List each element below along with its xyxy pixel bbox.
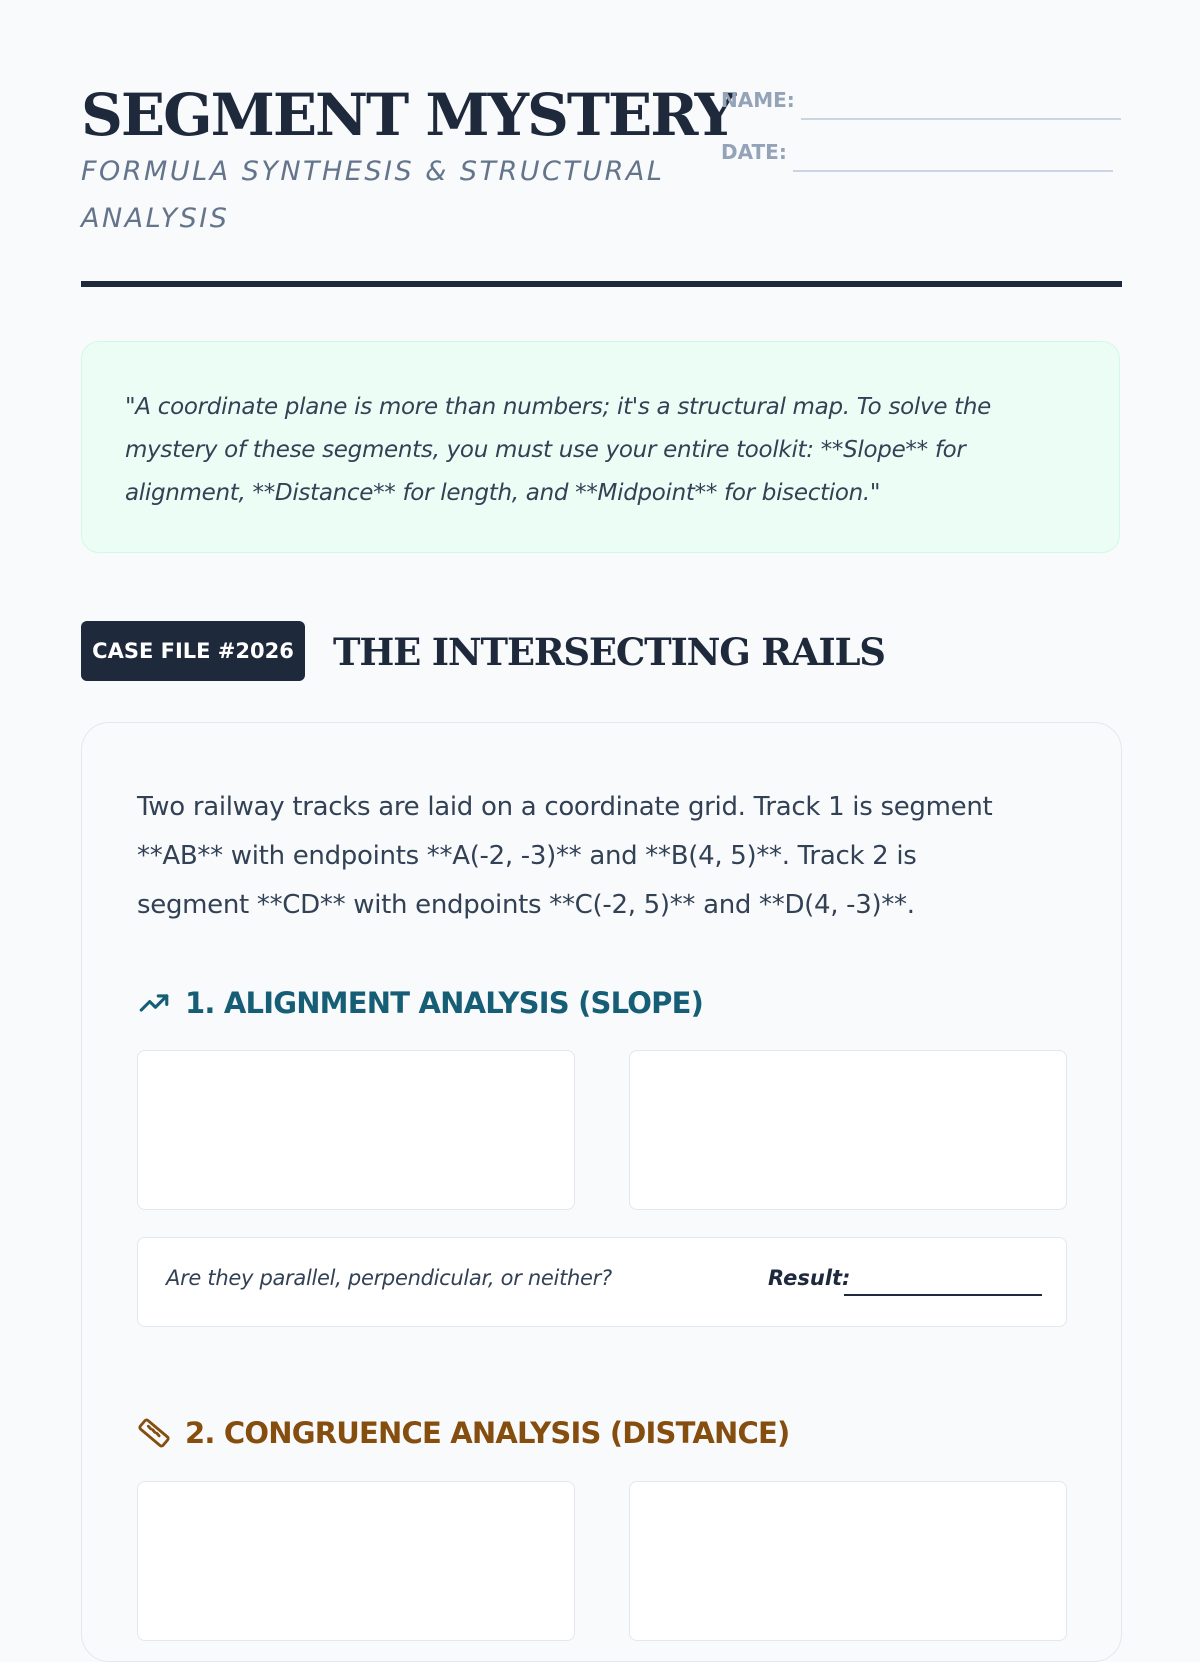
- page-title: SEGMENT MYSTERY: [81, 81, 735, 149]
- slope-question-row: [137, 1237, 1067, 1327]
- trending-up-icon: [137, 986, 171, 1020]
- slope-ab-work-box[interactable]: [137, 1050, 575, 1210]
- slope-section-label: 1. ALIGNMENT ANALYSIS (SLOPE): [185, 986, 704, 1020]
- date-line[interactable]: [793, 170, 1113, 172]
- slope-section-heading: [137, 983, 703, 1023]
- slope-cd-work-box[interactable]: [629, 1050, 1067, 1210]
- case-file-badge: CASE FILE #2026: [81, 621, 305, 681]
- distance-section-heading: [137, 1413, 789, 1453]
- slope-question: Are they parallel, perpendicular, or neither?: [166, 1266, 612, 1290]
- ruler-icon: [137, 1416, 171, 1450]
- date-field[interactable]: [721, 140, 787, 164]
- case-intro: Two railway tracks are laid on a coordinate grid. Track 1 is segment **AB** with endpoints **A(-2, -3)** and **B(4, 5)**. Track 2 is segment **CD** with endpoints **C(-2, 5)** and **D(4, -3)**.: [137, 792, 993, 920]
- case-card: [81, 722, 1122, 1662]
- result-answer-line[interactable]: [844, 1294, 1042, 1296]
- name-label: NAME:: [721, 88, 795, 112]
- result-label: Result:: [768, 1266, 851, 1290]
- header-divider: [81, 281, 1122, 287]
- case-title: THE INTERSECTING RAILS: [333, 630, 885, 674]
- date-label: DATE:: [721, 140, 787, 164]
- quote-box: [81, 341, 1120, 553]
- distance-ab-work-box[interactable]: [137, 1481, 575, 1641]
- page-subtitle: FORMULA SYNTHESIS & STRUCTURAL ANALYSIS: [81, 156, 665, 234]
- name-field[interactable]: [721, 88, 795, 112]
- name-line[interactable]: [801, 118, 1121, 120]
- quote-text: "A coordinate plane is more than numbers; it's a structural map. To solve the mystery of these segments, you must use your entire toolkit: **Slope** for alignment, **Distance** for length, and **Midpoint** for bisection.": [125, 394, 992, 506]
- distance-section-label: 2. CONGRUENCE ANALYSIS (DISTANCE): [185, 1416, 790, 1450]
- distance-cd-work-box[interactable]: [629, 1481, 1067, 1641]
